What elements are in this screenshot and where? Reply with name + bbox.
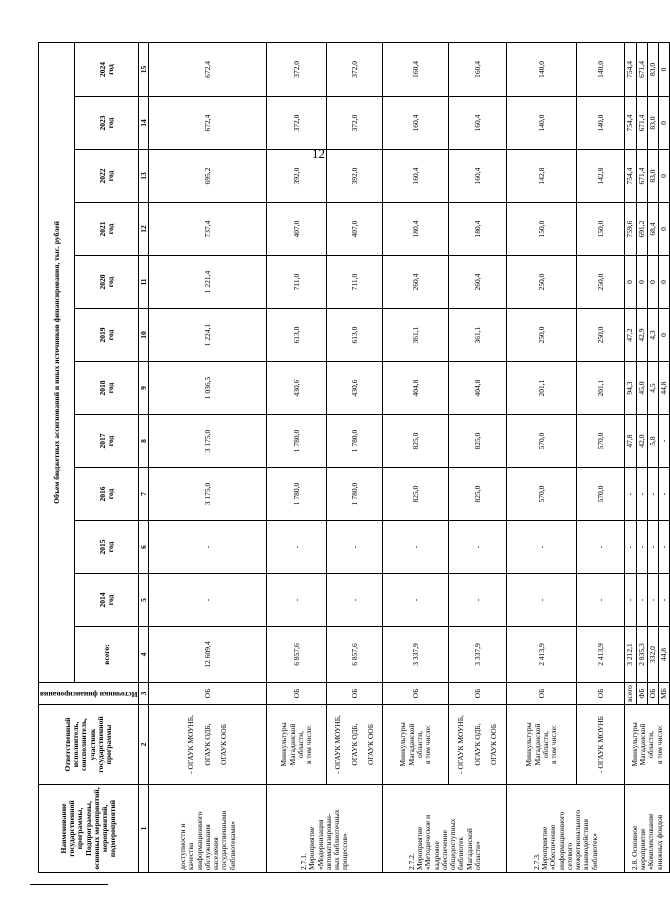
value-cell: - (507, 521, 577, 574)
responsible-line: ОГАУК ОДБ, (472, 723, 482, 766)
column-number: 14 (139, 97, 149, 150)
value-cell: 150,0 (507, 203, 577, 256)
value-cell: - (267, 574, 327, 627)
value-cell: 4,3 (647, 309, 658, 362)
responsible-line: области, (646, 731, 656, 758)
value-cell: 825,0 (449, 415, 507, 468)
program-name-line: Магаданской (464, 828, 474, 870)
program-name-line: автоматизирован- (323, 813, 333, 870)
value-cell: - (636, 468, 647, 521)
table-row (327, 42, 383, 872)
year-word: год (105, 594, 115, 606)
value-cell: 47,2 (625, 309, 636, 362)
table-row (507, 42, 577, 872)
header-total: всего: (75, 627, 139, 683)
value-cell: 2 835,3 (636, 627, 647, 683)
header-year-2024 (75, 42, 139, 96)
value-cell: 1 780,0 (267, 468, 327, 521)
program-name-line: Мероприятие (540, 826, 550, 870)
value-cell: - (659, 521, 670, 574)
program-name-line: 2.8. Основное (629, 825, 639, 870)
value-cell: 711,0 (267, 256, 327, 309)
year-value: 2024 (97, 61, 107, 77)
value-cell: - (149, 574, 267, 627)
value-cell: 372,0 (327, 42, 383, 96)
value-cell: 0 (659, 203, 670, 256)
column-number: 7 (139, 468, 149, 521)
responsible-cell (383, 705, 449, 785)
responsible-cell (267, 705, 327, 785)
table-row (625, 42, 636, 872)
value-cell: 570,0 (577, 415, 625, 468)
header-year-2019 (75, 309, 139, 362)
value-cell: - (625, 521, 636, 574)
program-name-line: информационного (194, 811, 204, 870)
source-cell: ОБ (449, 683, 507, 705)
value-cell: 392,0 (267, 150, 327, 203)
column-number: 4 (139, 627, 149, 683)
value-cell: 83,0 (647, 42, 658, 96)
program-name-line: «Обеспечение (548, 824, 558, 870)
value-cell: 825,0 (449, 468, 507, 521)
value-cell: 3 337,9 (383, 627, 449, 683)
table-row (149, 42, 267, 872)
value-cell: - (383, 574, 449, 627)
program-name-line: информационного (556, 811, 566, 870)
value-cell: 695,2 (149, 150, 267, 203)
header-year-2015 (75, 521, 139, 574)
year-value: 2021 (97, 221, 107, 237)
value-cell: - (149, 521, 267, 574)
year-word: год (105, 435, 115, 447)
value-cell: - (507, 574, 577, 627)
program-name-line: мероприятие (638, 828, 648, 870)
program-name-line: «Модернизация (315, 819, 325, 870)
value-cell: 1 780,0 (267, 415, 327, 468)
year-word: год (105, 488, 115, 500)
program-name-line: населения (211, 837, 221, 870)
source-cell: ОБ (383, 683, 449, 705)
value-cell: 407,0 (327, 203, 383, 256)
program-name-cell (625, 785, 670, 873)
value-cell: - (327, 521, 383, 574)
value-cell: 672,4 (149, 42, 267, 96)
program-name-line: ных библиотечных (332, 809, 342, 870)
value-cell: 737,4 (149, 203, 267, 256)
value-cell: 407,0 (267, 203, 327, 256)
value-cell: 42,9 (636, 309, 647, 362)
value-cell: - (647, 574, 658, 627)
value-cell: - (625, 574, 636, 627)
value-cell: 759,6 (625, 203, 636, 256)
value-cell: 825,0 (383, 415, 449, 468)
value-cell: 1 780,0 (327, 415, 383, 468)
value-cell: - (659, 415, 670, 468)
value-cell: 44,8 (659, 627, 670, 683)
value-cell: 140,0 (577, 42, 625, 96)
column-number: 12 (139, 203, 149, 256)
year-word: год (105, 541, 115, 553)
value-cell: 45,0 (636, 362, 647, 415)
value-cell: 6 857,6 (267, 627, 327, 683)
value-cell: 42,0 (636, 415, 647, 468)
year-value: 2015 (97, 539, 107, 555)
year-value: 2017 (97, 433, 107, 449)
column-number: 11 (139, 256, 149, 309)
value-cell: 332,0 (647, 627, 658, 683)
value-cell: 711,0 (327, 256, 383, 309)
year-value: 2023 (97, 115, 107, 131)
value-cell: 404,8 (449, 362, 507, 415)
program-name-line: кадровое (431, 841, 441, 870)
value-cell: 0 (659, 97, 670, 150)
responsible-line: области, (540, 731, 550, 758)
responsible-line: Минкультуры (279, 722, 289, 767)
responsible-line: в том числе: (304, 724, 314, 765)
responsible-line: Минкультуры (398, 722, 408, 767)
responsible-cell (625, 705, 670, 785)
value-cell: 160,4 (383, 97, 449, 150)
program-name-cell (267, 785, 383, 873)
value-cell: 2 413,9 (577, 627, 625, 683)
program-name-line: процессов» (340, 833, 350, 870)
column-number: 2 (139, 705, 149, 785)
value-cell: 250,0 (577, 309, 625, 362)
value-cell: - (636, 521, 647, 574)
value-cell: 570,0 (507, 468, 577, 521)
responsible-line: области, (414, 731, 424, 758)
year-word: год (105, 64, 115, 75)
value-cell: 3 175,0 (149, 415, 267, 468)
value-cell: 2 413,9 (507, 627, 577, 683)
header-year-2021 (75, 203, 139, 256)
year-word: год (105, 223, 115, 235)
year-word: год (105, 117, 115, 129)
value-cell: 142,8 (507, 150, 577, 203)
value-cell: - (659, 574, 670, 627)
value-cell: 150,0 (577, 203, 625, 256)
program-name-line: обеспечение (439, 830, 449, 870)
program-name-line: области» (472, 841, 482, 870)
header-year-2020 (75, 256, 139, 309)
value-cell: 142,8 (577, 150, 625, 203)
responsible-line: ОГАУК ОДБ, (349, 723, 359, 766)
header-source: Источники финансирования (39, 683, 139, 705)
value-cell: 372,0 (267, 97, 327, 150)
value-cell: 0 (659, 256, 670, 309)
program-name-line: Мероприятие (415, 826, 425, 870)
value-cell: 1 224,1 (149, 309, 267, 362)
value-cell: 140,0 (507, 42, 577, 96)
year-value: 2022 (97, 168, 107, 184)
program-name-line: библиотек (456, 836, 466, 870)
responsible-line: в том числе: (654, 724, 664, 765)
value-cell: 180,4 (383, 203, 449, 256)
value-cell: 4,5 (647, 362, 658, 415)
program-name-cell (149, 785, 267, 873)
value-cell: 754,4 (625, 42, 636, 96)
source-cell: ОБ (267, 683, 327, 705)
year-word: год (105, 329, 115, 341)
year-word: год (105, 170, 115, 182)
column-number: 9 (139, 362, 149, 415)
responsible-line: Магаданской (406, 723, 416, 766)
responsible-line: ОГАУК ООБ (219, 723, 229, 766)
value-cell: 1 036,5 (149, 362, 267, 415)
value-cell: - (449, 574, 507, 627)
value-cell: 570,0 (507, 415, 577, 468)
program-name-cell (383, 785, 507, 873)
value-cell: 12 609,4 (149, 627, 267, 683)
value-cell: 430,6 (327, 362, 383, 415)
column-number: 10 (139, 309, 149, 362)
value-cell: 372,0 (267, 42, 327, 96)
year-value: 2018 (97, 380, 107, 396)
column-number: 8 (139, 415, 149, 468)
responsible-line: Магаданской (287, 723, 297, 766)
responsible-line: - ОГАУК МОУНБ, (456, 715, 466, 774)
responsible-line: ОГАУК ООБ (489, 723, 499, 766)
column-number: 15 (139, 42, 149, 96)
header-year-2018 (75, 362, 139, 415)
value-cell: - (577, 521, 625, 574)
value-cell: 5,8 (647, 415, 658, 468)
value-cell: 68,4 (647, 203, 658, 256)
year-word: год (105, 382, 115, 394)
value-cell: - (327, 574, 383, 627)
value-cell: 361,1 (383, 309, 449, 362)
program-name-line: 2.7.1. (299, 853, 309, 870)
column-number: 6 (139, 521, 149, 574)
budget-table (38, 42, 670, 873)
value-cell: 47,8 (625, 415, 636, 468)
value-cell: - (383, 521, 449, 574)
rotated-table-container (38, 43, 669, 873)
header-year-2014 (75, 574, 139, 627)
value-cell: 140,0 (507, 97, 577, 150)
source-cell: ОБ (149, 683, 267, 705)
value-cell: 160,4 (449, 42, 507, 96)
program-name-line: библиотеками» (227, 821, 237, 870)
value-cell: 250,0 (577, 256, 625, 309)
value-cell: 160,4 (449, 150, 507, 203)
program-name-line: доступности и (178, 823, 188, 870)
value-cell: 825,0 (383, 468, 449, 521)
value-cell: - (647, 468, 658, 521)
value-cell: 671,4 (636, 97, 647, 150)
source-cell: ОБ (507, 683, 577, 705)
program-name-line: библиотек» (589, 833, 599, 870)
program-name-line: обслуживания (202, 824, 212, 870)
header-year-2022 (75, 150, 139, 203)
value-cell: 372,0 (327, 97, 383, 150)
responsible-line: - ОГАУК МОУНБ, (333, 715, 343, 774)
value-cell: 201,1 (577, 362, 625, 415)
program-name-cell (507, 785, 625, 873)
responsible-line: ОГАУК ООБ (366, 723, 376, 766)
value-cell: 83,0 (647, 97, 658, 150)
value-cell: - (636, 574, 647, 627)
value-cell: 0 (647, 256, 658, 309)
responsible-line: Минкультуры (524, 722, 534, 767)
source-cell: ФБ (636, 683, 647, 705)
value-cell: 201,1 (507, 362, 577, 415)
year-value: 2014 (97, 592, 107, 608)
program-name-line: качества (186, 842, 196, 870)
value-cell: - (577, 574, 625, 627)
value-cell: - (267, 521, 327, 574)
value-cell: - (659, 468, 670, 521)
program-name-line: 2.7.3. (531, 853, 541, 870)
responsible-cell (327, 705, 383, 785)
value-cell: 250,0 (507, 309, 577, 362)
value-cell: 0 (659, 150, 670, 203)
header-name: Наименование государственной программы, Подпрограммы, основных мероприятий, мероприятий, подмероприятий (39, 785, 139, 873)
program-name-line: «Комплектование (646, 813, 656, 870)
year-word: год (105, 276, 115, 288)
header-volume: Объем бюджетных ассигнований и иных источников финансирования, тыс. рублей (39, 42, 75, 682)
table-row (383, 42, 449, 872)
responsible-cell (449, 705, 507, 785)
value-cell: 404,8 (383, 362, 449, 415)
column-number: 3 (139, 683, 149, 705)
program-name-line: 2.7.2. (406, 853, 416, 870)
value-cell: 0 (636, 256, 647, 309)
year-value: 2016 (97, 486, 107, 502)
responsible-line: - ОГАУК МОУНБ, (186, 715, 196, 774)
page-number: 12 (312, 146, 325, 161)
value-cell: 6 857,6 (327, 627, 383, 683)
program-name-line: взаимодействия (581, 819, 591, 870)
value-cell: 180,4 (449, 203, 507, 256)
responsible-cell (577, 705, 625, 785)
responsible-line: Магаданской (638, 723, 648, 766)
value-cell: 0 (659, 42, 670, 96)
table-row (577, 42, 625, 872)
value-cell: 1 221,4 (149, 256, 267, 309)
value-cell: - (647, 521, 658, 574)
source-cell: ОБ (327, 683, 383, 705)
value-cell: 671,4 (636, 150, 647, 203)
value-cell: 3 212,1 (625, 627, 636, 683)
value-cell: 3 175,0 (149, 468, 267, 521)
program-name-line: Мероприятие (307, 826, 317, 870)
value-cell: 613,0 (267, 309, 327, 362)
value-cell: 671,4 (636, 42, 647, 96)
value-cell: 361,1 (449, 309, 507, 362)
program-name-line: общедоступных (448, 818, 458, 870)
responsible-line: ОГАУК ОДБ, (202, 723, 212, 766)
header-year-2017 (75, 415, 139, 468)
value-cell: 3 337,9 (449, 627, 507, 683)
responsible-cell (507, 705, 577, 785)
program-name-line: межрегионального (573, 809, 583, 870)
program-name-line: сетевого (564, 842, 574, 870)
value-cell: 672,4 (149, 97, 267, 150)
value-cell: 0 (625, 256, 636, 309)
value-cell: 260,4 (449, 256, 507, 309)
value-cell: 250,0 (507, 256, 577, 309)
value-cell: 1 780,0 (327, 468, 383, 521)
header-responsible: Ответственный исполнитель, соисполнитель, участник государственной программы (39, 705, 139, 785)
value-cell: 140,0 (577, 97, 625, 150)
footnote-divider (30, 884, 108, 885)
responsible-cell (149, 705, 267, 785)
responsible-line: в том числе: (549, 724, 559, 765)
value-cell: 754,4 (625, 97, 636, 150)
table-row (449, 42, 507, 872)
source-cell: МБ (659, 683, 670, 705)
table-row (267, 42, 327, 872)
column-number: 13 (139, 150, 149, 203)
responsible-line: Минкультуры (629, 722, 639, 767)
responsible-line: в том числе: (423, 724, 433, 765)
column-number: 5 (139, 574, 149, 627)
value-cell: 392,0 (327, 150, 383, 203)
program-name-line: книжных фондов (654, 814, 664, 870)
source-cell: всего (625, 683, 636, 705)
responsible-line: области, (295, 731, 305, 758)
responsible-line: Магаданской (532, 723, 542, 766)
value-cell: 691,2 (636, 203, 647, 256)
value-cell: - (449, 521, 507, 574)
responsible-line: - ОГАУК МОУНБ (595, 716, 605, 773)
source-cell: ОБ (647, 683, 658, 705)
header-year-2023 (75, 97, 139, 150)
value-cell: 160,4 (383, 150, 449, 203)
value-cell: 260,4 (383, 256, 449, 309)
value-cell: - (625, 468, 636, 521)
program-name-line: государственными (219, 810, 229, 870)
source-cell: ОБ (577, 683, 625, 705)
value-cell: 160,4 (449, 97, 507, 150)
value-cell: 754,4 (625, 150, 636, 203)
value-cell: 94,3 (625, 362, 636, 415)
year-value: 2019 (97, 327, 107, 343)
program-name-line: «Методическое и (423, 814, 433, 870)
value-cell: 430,6 (267, 362, 327, 415)
column-number: 1 (139, 785, 149, 873)
value-cell: 44,8 (659, 362, 670, 415)
value-cell: 83,0 (647, 150, 658, 203)
header-year-2016 (75, 468, 139, 521)
value-cell: 613,0 (327, 309, 383, 362)
value-cell: 570,0 (577, 468, 625, 521)
value-cell: 160,4 (383, 42, 449, 96)
value-cell: 0 (659, 309, 670, 362)
year-value: 2020 (97, 274, 107, 290)
